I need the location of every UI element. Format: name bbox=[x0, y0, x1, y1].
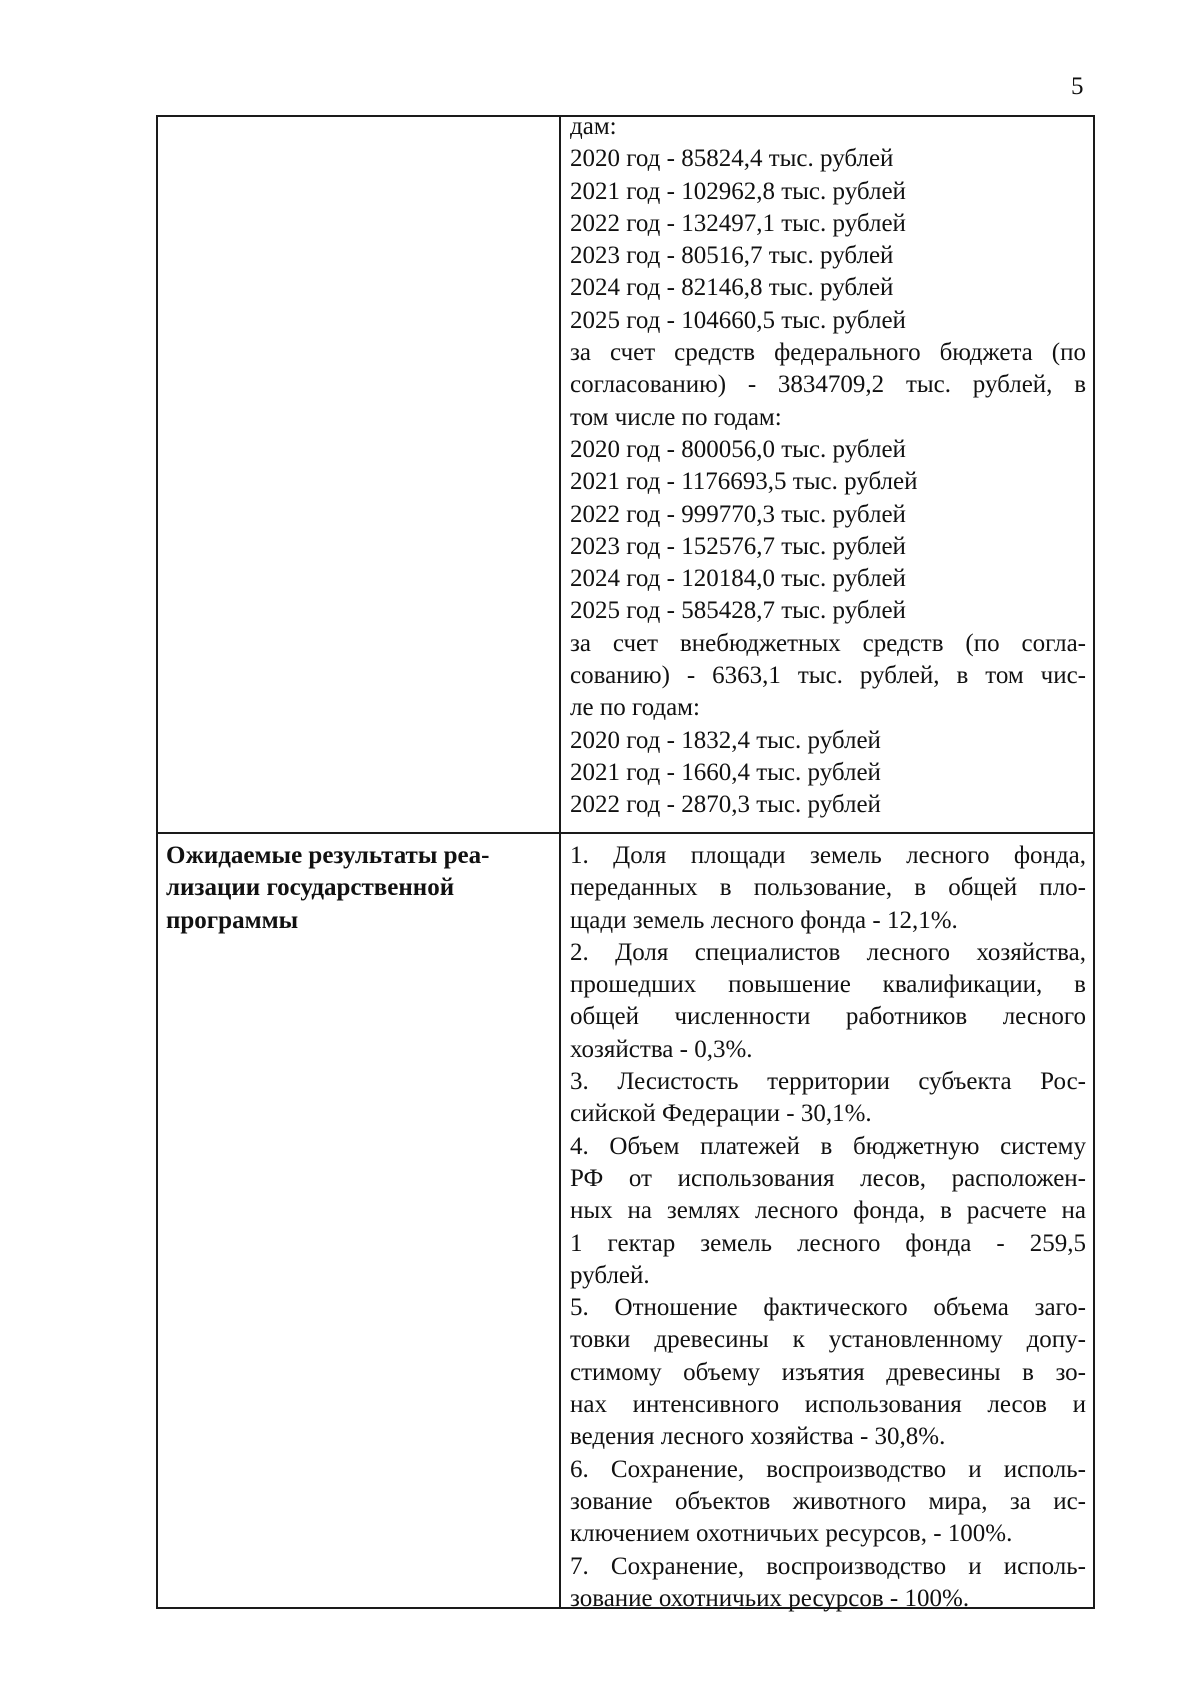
expected-result-line: переданных в пользование, в общей пло- bbox=[570, 874, 1086, 902]
financing-line: дам: bbox=[570, 113, 617, 140]
financing-continued-cell bbox=[570, 111, 1086, 822]
expected-result-line: 5. Отношение фактического объема заго- bbox=[570, 1294, 1086, 1322]
expected-result-line: щади земель лесного фонда - 12,1%. bbox=[570, 906, 958, 934]
financing-line: 2024 год - 120184,0 тыс. рублей bbox=[570, 565, 906, 593]
expected-result-line: зование объектов животного мира, за ис- bbox=[570, 1487, 1086, 1515]
page-number: 5 bbox=[1071, 73, 1084, 100]
financing-line: сованию) - 6363,1 тыс. рублей, в том чис- bbox=[570, 662, 1086, 690]
column-divider bbox=[559, 117, 561, 1607]
financing-line: 2020 год - 85824,4 тыс. рублей bbox=[570, 145, 894, 173]
expected-result-line: 1. Доля площади земель лесного фонда, bbox=[570, 842, 1086, 869]
financing-line: 2021 год - 102962,8 тыс. рублей bbox=[570, 177, 906, 205]
expected-result-line: 2. Доля специалистов лесного хозяйства, bbox=[570, 938, 1086, 966]
financing-line: 2020 год - 800056,0 тыс. рублей bbox=[570, 435, 906, 463]
expected-result-line: товки древесины к установленному допу- bbox=[570, 1326, 1086, 1354]
financing-line: 2021 год - 1176693,5 тыс. рублей bbox=[570, 468, 918, 496]
expected-results-label-line: лизации государственной bbox=[166, 874, 455, 902]
expected-result-line: ных на землях лесного фонда, в расчете на bbox=[570, 1197, 1086, 1225]
expected-result-line: общей численности работников лесного bbox=[570, 1003, 1086, 1031]
expected-result-line: прошедших повышение квалификации, в bbox=[570, 971, 1086, 999]
expected-result-line: 6. Сохранение, воспроизводство и исполь- bbox=[570, 1455, 1086, 1483]
financing-line: за счет средств федерального бюджета (по bbox=[570, 339, 1086, 367]
financing-line: 2023 год - 80516,7 тыс. рублей bbox=[570, 242, 894, 270]
row-divider bbox=[158, 832, 1093, 834]
expected-result-line: ведения лесного хозяйства - 30,8%. bbox=[570, 1423, 946, 1451]
financing-line: 2025 год - 104660,5 тыс. рублей bbox=[570, 306, 906, 334]
program-passport-table bbox=[156, 113, 1095, 1612]
financing-line: 2024 год - 82146,8 тыс. рублей bbox=[570, 274, 894, 302]
expected-result-line: 4. Объем платежей в бюджетную систему bbox=[570, 1132, 1086, 1160]
expected-result-line: РФ от использования лесов, расположен- bbox=[570, 1164, 1086, 1192]
financing-line: согласованию) - 3834709,2 тыс. рублей, в bbox=[570, 371, 1086, 399]
expected-result-line: рублей. bbox=[570, 1261, 650, 1289]
expected-result-line: хозяйства - 0,3%. bbox=[570, 1035, 753, 1063]
financing-line: 2022 год - 132497,1 тыс. рублей bbox=[570, 209, 906, 237]
expected-results-label-line: программы bbox=[166, 906, 299, 934]
expected-result-line: нах интенсивного использования лесов и bbox=[570, 1391, 1086, 1419]
financing-line: 2022 год - 2870,3 тыс. рублей bbox=[570, 791, 881, 819]
financing-line: 2023 год - 152576,7 тыс. рублей bbox=[570, 532, 906, 560]
financing-line: 2022 год - 999770,3 тыс. рублей bbox=[570, 500, 906, 528]
financing-line: за счет внебюджетных средств (по согла- bbox=[570, 629, 1086, 657]
financing-line: ле по годам: bbox=[570, 694, 700, 722]
expected-result-line: сийской Федерации - 30,1%. bbox=[570, 1100, 872, 1128]
expected-result-line: стимому объему изъятия древесины в зо- bbox=[570, 1358, 1086, 1386]
expected-result-line: 3. Лесистость территории субъекта Рос- bbox=[570, 1068, 1086, 1096]
financing-line: 2021 год - 1660,4 тыс. рублей bbox=[570, 758, 881, 786]
financing-line: 2020 год - 1832,4 тыс. рублей bbox=[570, 726, 881, 754]
expected-results-cell bbox=[570, 840, 1086, 1615]
expected-results-label-line: Ожидаемые результаты реа- bbox=[166, 842, 490, 869]
expected-results-label bbox=[166, 840, 546, 937]
financing-line: том числе по годам: bbox=[570, 403, 782, 431]
expected-result-line: ключением охотничьих ресурсов, - 100%. bbox=[570, 1520, 1013, 1548]
expected-result-line: 7. Сохранение, воспроизводство и исполь- bbox=[570, 1552, 1086, 1580]
expected-result-line: 1 гектар земель лесного фонда - 259,5 bbox=[570, 1229, 1086, 1257]
financing-line: 2025 год - 585428,7 тыс. рублей bbox=[570, 597, 906, 625]
expected-result-line: зование охотничьих ресурсов - 100%. bbox=[570, 1584, 970, 1612]
